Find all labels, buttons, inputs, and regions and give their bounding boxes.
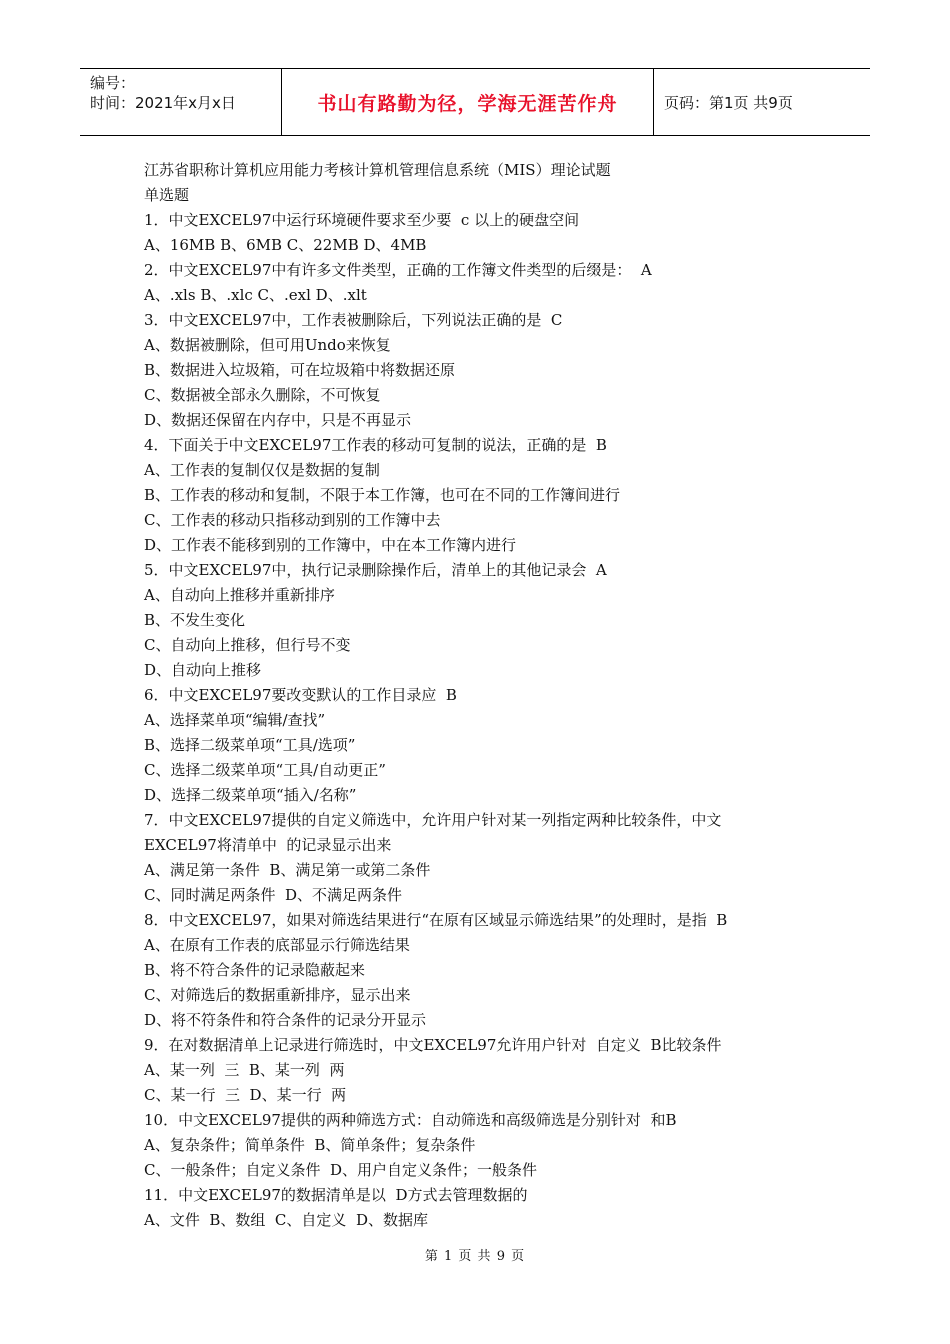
text-line: A、在原有工作表的底部显示行筛选结果 bbox=[144, 936, 410, 954]
text-line: 3．中文EXCEL97中，工作表被删除后，下列说法正确的是 C bbox=[144, 311, 563, 329]
text-line: 9．在对数据清单上记录进行筛选时，中文EXCEL97允许用户针对 自定义 B比较条件 bbox=[144, 1036, 722, 1054]
text-line: 2．中文EXCEL97中有许多文件类型，正确的工作簿文件类型的后缀是： A bbox=[144, 261, 652, 279]
text-line: D、选择二级菜单项“插入/名称” bbox=[144, 786, 357, 804]
text-line: A、选择菜单项“编辑/查找” bbox=[144, 711, 326, 729]
header-meta bbox=[80, 69, 282, 135]
text-line: 4．下面关于中文EXCEL97工作表的移动可复制的说法，正确的是 B bbox=[144, 436, 607, 454]
header-motto: 书山有路勤为径，学海无涯苦作舟 bbox=[317, 92, 618, 115]
text-line: 8．中文EXCEL97，如果对筛选结果进行“在原有区域显示筛选结果”的处理时，是指 B bbox=[144, 911, 728, 929]
text-line: A、.xls B、.xlc C、.exl D、.xlt bbox=[144, 286, 367, 304]
text-line: D、工作表不能移到别的工作簿中，中在本工作簿内进行 bbox=[144, 536, 517, 554]
document-date-label: 时间：2021年x月x日 bbox=[90, 94, 236, 112]
text-line: A、数据被删除，但可用Undo来恢复 bbox=[144, 336, 391, 354]
text-line: A、满足第一条件 B、满足第一或第二条件 bbox=[144, 861, 431, 879]
text-line: B、数据进入垃圾箱，可在垃圾箱中将数据还原 bbox=[144, 361, 456, 379]
page-header bbox=[80, 68, 870, 136]
text-line: B、不发生变化 bbox=[144, 611, 246, 629]
section-heading: 单选题 bbox=[144, 186, 190, 204]
text-line: C、选择二级菜单项“工具/自动更正” bbox=[144, 761, 386, 779]
text-line: C、数据被全部永久删除，不可恢复 bbox=[144, 386, 381, 404]
text-line: 5．中文EXCEL97中，执行记录删除操作后，清单上的其他记录会 A bbox=[144, 561, 607, 579]
document-body bbox=[144, 158, 824, 1233]
text-line: 11．中文EXCEL97的数据清单是以 D方式去管理数据的 bbox=[144, 1186, 528, 1204]
header-page-cell bbox=[654, 69, 870, 135]
text-line: 1．中文EXCEL97中运行环境硬件要求至少要 c 以上的硬盘空间 bbox=[144, 211, 580, 229]
text-line: B、将不符合条件的记录隐蔽起来 bbox=[144, 961, 366, 979]
text-line: A、工作表的复制仅仅是数据的复制 bbox=[144, 461, 380, 479]
text-line: A、复杂条件；简单条件 B、简单条件；复杂条件 bbox=[144, 1136, 476, 1154]
text-line: B、选择二级菜单项“工具/选项” bbox=[144, 736, 356, 754]
text-line: C、对筛选后的数据重新排序，显示出来 bbox=[144, 986, 411, 1004]
header-page-number: 页码：第1页 共9页 bbox=[664, 93, 793, 112]
text-line: 10．中文EXCEL97提供的两种筛选方式：自动筛选和高级筛选是分别针对 和B bbox=[144, 1111, 677, 1129]
text-line: A、文件 B、数组 C、自定义 D、数据库 bbox=[144, 1211, 428, 1229]
header-motto-cell bbox=[282, 69, 654, 135]
text-line: A、自动向上推移并重新排序 bbox=[144, 586, 335, 604]
text-line: 7．中文EXCEL97提供的自定义筛选中，允许用户针对某一列指定两种比较条件，中文 bbox=[144, 811, 722, 829]
text-line: D、数据还保留在内存中，只是不再显示 bbox=[144, 411, 412, 429]
text-line: C、某一行 三 D、某一行 两 bbox=[144, 1086, 347, 1104]
text-line: D、自动向上推移 bbox=[144, 661, 262, 679]
text-line: A、某一列 三 B、某一列 两 bbox=[144, 1061, 345, 1079]
document-number-label: 编号： bbox=[90, 74, 136, 92]
text-line: EXCEL97将清单中 的记录显示出来 bbox=[144, 836, 392, 854]
text-line: 6．中文EXCEL97要改变默认的工作目录应 B bbox=[144, 686, 457, 704]
text-line: B、工作表的移动和复制，不限于本工作簿，也可在不同的工作簿间进行 bbox=[144, 486, 621, 504]
text-line: C、自动向上推移，但行号不变 bbox=[144, 636, 351, 654]
text-line: C、一般条件；自定义条件 D、用户自定义条件；一般条件 bbox=[144, 1161, 538, 1179]
document-title: 江苏省职称计算机应用能力考核计算机管理信息系统（MIS）理论试题 bbox=[144, 161, 611, 179]
text-line: C、同时满足两条件 D、不满足两条件 bbox=[144, 886, 403, 904]
text-line: A、16MB B、6MB C、22MB D、4MB bbox=[144, 236, 427, 254]
text-line: C、工作表的移动只指移动到别的工作簿中去 bbox=[144, 511, 441, 529]
text-line: D、将不符条件和符合条件的记录分开显示 bbox=[144, 1011, 427, 1029]
page-footer: 第 1 页 共 9 页 bbox=[424, 1249, 526, 1264]
